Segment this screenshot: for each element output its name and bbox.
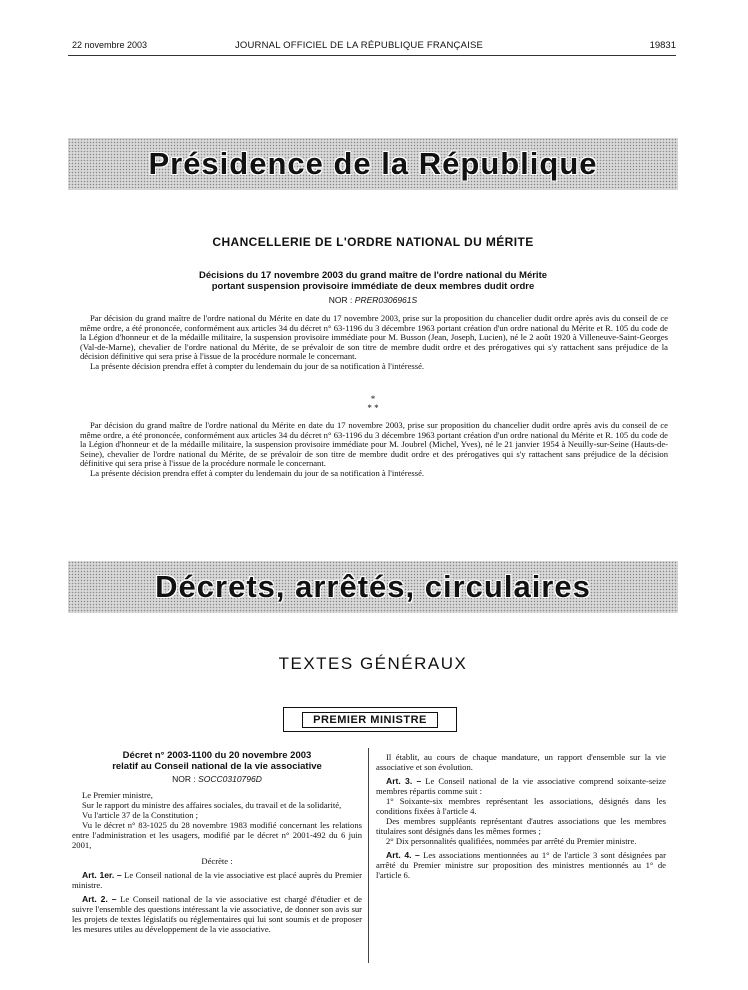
article-4-label: Art. 4. – <box>386 850 420 860</box>
ministry-label: PREMIER MINISTRE <box>302 712 438 728</box>
decree-title <box>72 750 362 772</box>
section-title-decrets: Décrets, arrêtés, circulaires <box>155 569 591 604</box>
article-3 <box>376 776 666 796</box>
page-number: 19831 <box>649 40 676 51</box>
article-4-text: Les associations mentionnées au 1° de l'article 3 sont désignées par arrêté du Premier ministre sur proposition des ministres mentionnés au 1° de l'article 6. <box>376 850 666 880</box>
nor-label: NOR : <box>172 774 196 784</box>
article-1-text: Le Conseil national de la vie associative est placé auprès du Premier ministre. <box>72 870 362 890</box>
ministry-box <box>283 707 457 732</box>
header-rule <box>68 55 676 56</box>
column-divider <box>368 748 369 963</box>
article-2 <box>72 894 362 934</box>
preamble-line: Sur le rapport du ministre des affaires sociales, du travail et de la solidarité, <box>82 800 342 810</box>
decision-2-effect: La présente décision prendra effet à compter du lendemain du jour de sa notification à l'intéressé. <box>90 467 425 478</box>
nor-code: PRER0306961S <box>354 295 418 305</box>
article-4 <box>376 850 666 880</box>
decrete-label: Décrète : <box>201 856 233 866</box>
preamble-line: Vu le décret n° 83-1025 du 28 novembre 1983 modifié concernant les relations entre l'administration et les usagers, modifié par le décret n° 2001-492 du 6 juin 2001, <box>72 820 362 850</box>
issue-date: 22 novembre 2003 <box>72 40 148 50</box>
decision-1-effect: La présente décision prendra effet à compter du lendemain du jour de sa notification à l'intéressé. <box>90 360 425 371</box>
page-header <box>72 40 676 54</box>
separator-star-bottom: * * <box>367 403 379 413</box>
preamble-line: Vu l'article 37 de la Constitution ; <box>82 810 199 820</box>
section-title-presidence: Présidence de la République <box>148 146 598 181</box>
article-1 <box>72 870 362 890</box>
decree-title-line2: relatif au Conseil national de la vie associative <box>112 761 322 772</box>
decision-title-line1: Décisions du 17 novembre 2003 du grand maître de l'ordre national du Mérite <box>198 270 548 281</box>
nor-code: SOCC0310796D <box>198 774 262 784</box>
nor-reference-2 <box>72 774 362 784</box>
institution-heading: CHANCELLERIE DE L'ORDRE NATIONAL DU MÉRITE <box>212 235 534 249</box>
section-band-decrets <box>68 561 678 613</box>
article-3-label: Art. 3. – <box>386 776 422 786</box>
article-2-label: Art. 2. – <box>82 894 117 904</box>
article-3-item-1: 1° Soixante-six membres représentant les associations, désignés dans les conditions fixées à l'article 4. <box>376 796 666 816</box>
section-band-presidence <box>68 138 678 190</box>
journal-title: JOURNAL OFFICIEL DE LA RÉPUBLIQUE FRANÇAISE <box>234 40 484 51</box>
decree-column-left <box>72 750 362 934</box>
article-3-item-2: 2° Dix personnalités qualifiées, nommées par arrêté du Premier ministre. <box>386 836 637 846</box>
article-1-label: Art. 1er. – <box>82 870 122 880</box>
decree-column-right <box>376 752 666 880</box>
decision-title-line2: portant suspension provisoire immédiate de deux membres dudit ordre <box>211 281 535 292</box>
decision-2-text: Par décision du grand maître de l'ordre national du Mérite en date du 17 novembre 2003, prise sur proposition du chancelier dudit ordre après avis du conseil de ce même ordre, a été prononcée, conformément aux articles 34 du décret n° 63-1196 du 3 décembre 1963 portant création d'un ordre national du Mérite et R. 105 du code de la Légion d'honneur et de la médaille militaire, la suspension provisoire immédiate pour M. Joubrel (Michel, Yves), né le 21 janvier 1954 à Neuilly-sur-Seine (Hauts-de-Seine), chevalier de l'ordre national du Mérite, de se prévaloir de son titre de membre dudit ordre et des prérogatives qui s'y rattachent sans préjudice de la décision définitive qui sera prise à l'issue de la procédure normale le concernant. <box>80 420 668 469</box>
nor-label: NOR : <box>328 295 353 305</box>
article-2-text: Le Conseil national de la vie associative est chargé d'étudier et de suivre l'ensemble des questions intéressant la vie associative, de donner son avis sur les projets de textes législatifs ou réglementaires qui lui sont soumis et de proposer les mesures utiles au développement de la vie associative. <box>72 894 362 934</box>
preamble-line: Le Premier ministre, <box>82 790 153 800</box>
decision-title <box>68 270 678 292</box>
nor-reference-1 <box>68 295 678 305</box>
article-2-paragraph-2: Il établit, au cours de chaque mandature, un rapport d'ensemble sur la vie associative et son évolution. <box>376 752 666 772</box>
subsection-title: TEXTES GÉNÉRAUX <box>278 654 468 673</box>
separator-star-top: * <box>370 394 376 404</box>
decision-2 <box>80 421 668 479</box>
article-3-text: Le Conseil national de la vie associative comprend soixante-seize membres répartis comme suit : <box>376 776 666 796</box>
decree-title-line1: Décret n° 2003-1100 du 20 novembre 2003 <box>122 750 312 761</box>
decision-1 <box>80 314 668 372</box>
article-3-item-1b: Des membres suppléants représentant d'autres associations que les membres titulaires sont désignés dans les mêmes formes ; <box>376 816 666 836</box>
separator-stars <box>68 395 678 413</box>
decision-1-text: Par décision du grand maître de l'ordre national du Mérite en date du 17 novembre 2003, prise sur la proposition du chancelier dudit ordre après avis du conseil de ce même ordre, a été prononcée, conformément aux articles 34 du décret n° 63-1196 du 3 décembre 1963 portant création d'un ordre national du Mérite et R. 105 du code de la Légion d'honneur et de la médaille militaire, la suspension provisoire immédiate pour M. Busson (Jean, Joseph, Lucien), né le 2 août 1920 à Villeneuve-Saint-Georges (Val-de-Marne), chevalier de l'ordre national du Mérite, de se prévaloir de son titre de membre dudit ordre et des prérogatives qui s'y rattachent sans préjudice de la décision définitive qui sera prise à l'issue de la procédure normale le concernant. <box>80 313 668 362</box>
